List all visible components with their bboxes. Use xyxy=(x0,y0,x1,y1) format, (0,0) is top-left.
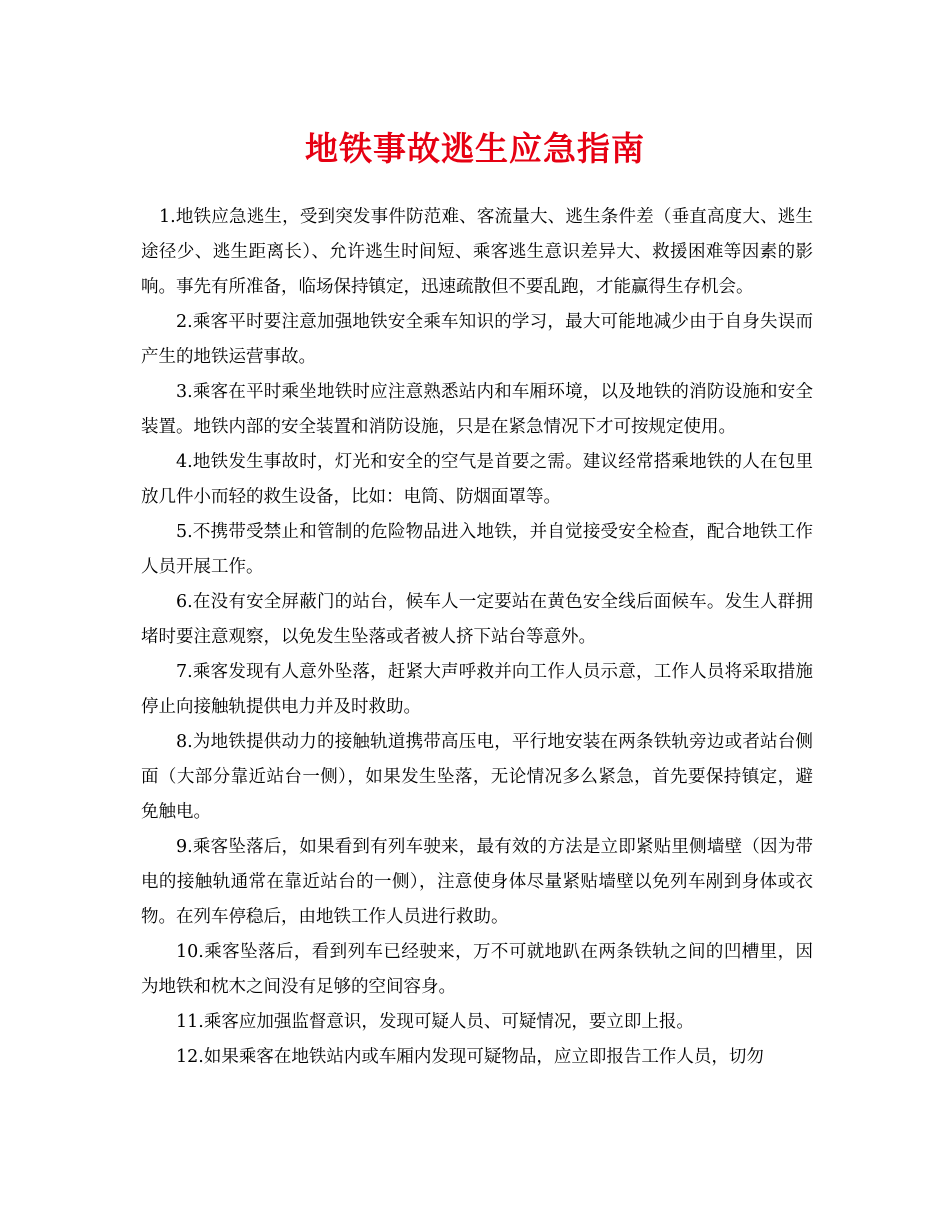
paragraph-7: 7.乘客发现有人意外坠落，赶紧大声呼救并向工作人员示意，工作人员将采取措施停止向接触轨提供电力并及时救助。 xyxy=(141,662,813,717)
paragraph-8: 8.为地铁提供动力的接触轨道携带高压电，平行地安装在两条铁轨旁边或者站台侧面（大部分靠近站台一侧），如果发生坠落，无论情况多么紧急，首先要保持镇定，避免触电。 xyxy=(141,732,813,822)
document-body xyxy=(141,200,813,1075)
paragraph-12: 12.如果乘客在地铁站内或车厢内发现可疑物品，应立即报告工作人员，切勿 xyxy=(176,1047,764,1067)
paragraph-11: 11.乘客应加强监督意识，发现可疑人员、可疑情况，要立即上报。 xyxy=(176,1012,694,1032)
paragraph-9: 9.乘客坠落后，如果看到有列车驶来，最有效的方法是立即紧贴里侧墙壁（因为带电的接触轨通常在靠近站台的一侧），注意使身体尽量紧贴墙壁以免列车剐到身体或衣物。在列车停稳后，由地铁工作人员进行救助。 xyxy=(141,837,813,927)
paragraph-2: 2.乘客平时要注意加强地铁安全乘车知识的学习，最大可能地减少由于自身失误而产生的地铁运营事故。 xyxy=(141,312,813,367)
paragraph-4: 4.地铁发生事故时，灯光和安全的空气是首要之需。建议经常搭乘地铁的人在包里放几件小而轻的救生设备，比如：电筒、防烟面罩等。 xyxy=(141,452,813,507)
paragraph-5: 5.不携带受禁止和管制的危险物品进入地铁，并自觉接受安全检查，配合地铁工作人员开展工作。 xyxy=(141,522,813,577)
paragraph-1: 1.地铁应急逃生，受到突发事件防范难、客流量大、逃生条件差（垂直高度大、逃生途径少、逃生距离长）、允许逃生时间短、乘客逃生意识差异大、救援困难等因素的影响。事先有所准备，临场保持镇定，迅速疏散但不要乱跑，才能赢得生存机会。 xyxy=(141,207,813,297)
document-title: 地铁事故逃生应急指南 xyxy=(305,129,645,168)
paragraph-6: 6.在没有安全屏蔽门的站台，候车人一定要站在黄色安全线后面候车。发生人群拥堵时要注意观察，以免发生坠落或者被人挤下站台等意外。 xyxy=(141,592,813,647)
paragraph-3: 3.乘客在平时乘坐地铁时应注意熟悉站内和车厢环境，以及地铁的消防设施和安全装置。地铁内部的安全装置和消防设施，只是在紧急情况下才可按规定使用。 xyxy=(141,382,813,437)
paragraph-10: 10.乘客坠落后，看到列车已经驶来，万不可就地趴在两条铁轨之间的凹槽里，因为地铁和枕木之间没有足够的空间容身。 xyxy=(141,942,813,997)
